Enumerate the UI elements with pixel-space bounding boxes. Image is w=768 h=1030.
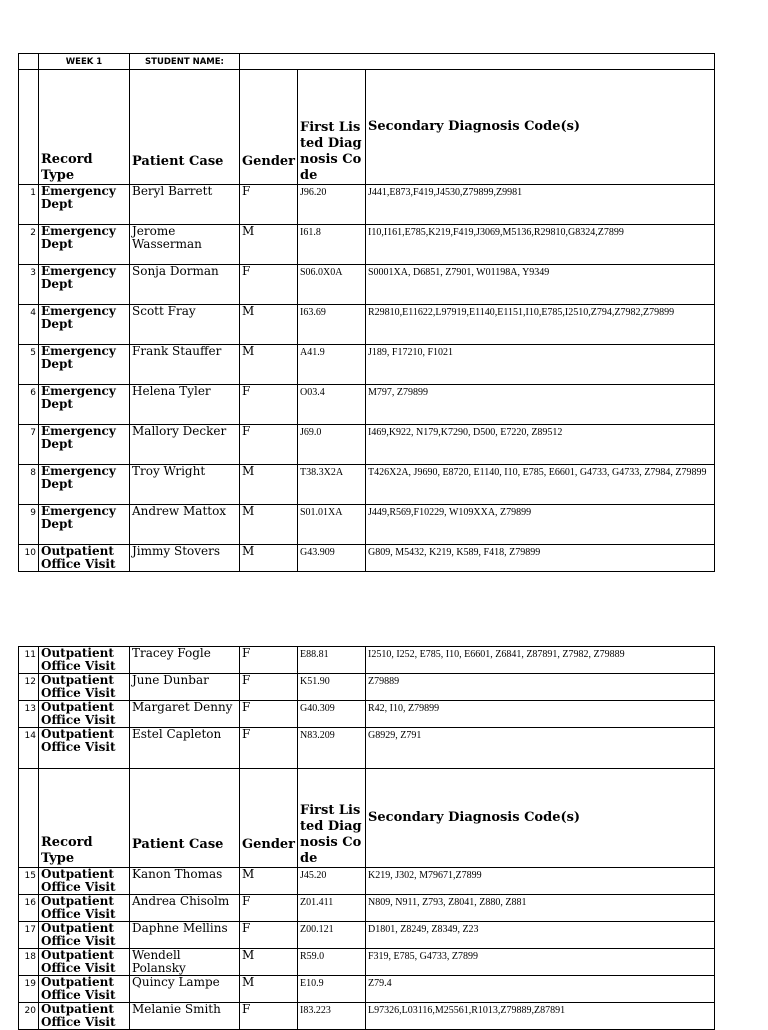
first-listed-code-cell: G43.909: [298, 545, 366, 572]
row-number: 18: [19, 949, 39, 976]
gender-cell: M: [240, 949, 298, 976]
secondary-codes-cell: J189, F17210, F1021: [366, 345, 715, 385]
row-number: 19: [19, 976, 39, 1003]
first-listed-code-cell: I83.223: [298, 1003, 366, 1030]
patient-case-cell: Jimmy Stovers: [130, 545, 240, 572]
gender-cell: F: [240, 895, 298, 922]
gender-cell: F: [240, 425, 298, 465]
patient-case-cell: Sonja Dorman: [130, 265, 240, 305]
patient-case-cell: Andrea Chisolm: [130, 895, 240, 922]
gender-cell: M: [240, 465, 298, 505]
first-listed-code-cell: J69.0: [298, 425, 366, 465]
patient-case-cell: Mallory Decker: [130, 425, 240, 465]
secondary-codes-cell: I2510, I252, E785, I10, E6601, Z6841, Z87891, Z7982, Z79889: [366, 647, 715, 674]
first-listed-code-cell: S01.01XA: [298, 505, 366, 545]
gender-header: Gender: [240, 70, 298, 185]
record-type-cell: Emergency Dept: [39, 345, 130, 385]
record-type-cell: Outpatient Office Visit: [39, 868, 130, 895]
record-type-cell: Emergency Dept: [39, 505, 130, 545]
table-row: [19, 895, 715, 922]
table-row: [19, 647, 715, 674]
secondary-codes-cell: G809, M5432, K219, K589, F418, Z79899: [366, 545, 715, 572]
record-type-cell: Outpatient Office Visit: [39, 701, 130, 728]
secondary-codes-cell: T426X2A, J9690, E8720, E1140, I10, E785, E6601, G4733, G4733, Z7984, Z79899: [366, 465, 715, 505]
first-listed-code-cell: K51.90: [298, 674, 366, 701]
secondary-codes-cell: I10,I161,E785,K219,F419,J3069,M5136,R29810,G8324,Z7899: [366, 225, 715, 265]
patient-case-cell: Wendell Polansky: [130, 949, 240, 976]
secondary-codes-cell: F319, E785, G4733, Z7899: [366, 949, 715, 976]
column-header-row: [19, 769, 715, 868]
gender-cell: F: [240, 647, 298, 674]
row-number: 15: [19, 868, 39, 895]
secondary-codes-cell: J441,E873,F419,J4530,Z79899,Z9981: [366, 185, 715, 225]
patient-case-cell: Estel Capleton: [130, 728, 240, 769]
row-number: 3: [19, 265, 39, 305]
secondary-codes-cell: S0001XA, D6851, Z7901, W01198A, Y9349: [366, 265, 715, 305]
secondary-codes-cell: J449,R569,F10229, W109XXA, Z79899: [366, 505, 715, 545]
gender-cell: F: [240, 265, 298, 305]
gender-cell: M: [240, 305, 298, 345]
patient-case-cell: Tracey Fogle: [130, 647, 240, 674]
gender-cell: F: [240, 674, 298, 701]
patient-case-cell: Margaret Denny: [130, 701, 240, 728]
table-row: [19, 345, 715, 385]
record-type-cell: Emergency Dept: [39, 465, 130, 505]
table-row: [19, 976, 715, 1003]
column-header-row: [19, 70, 715, 185]
table-row: [19, 868, 715, 895]
gender-header: Gender: [240, 769, 298, 868]
first-listed-header: First Listed Diagnosis Code: [298, 769, 366, 868]
first-listed-code-cell: E10.9: [298, 976, 366, 1003]
row-number: 20: [19, 1003, 39, 1030]
gender-cell: F: [240, 385, 298, 425]
first-listed-header: First Listed Diagnosis Code: [298, 70, 366, 185]
table-row: [19, 185, 715, 225]
first-listed-code-cell: S06.0X0A: [298, 265, 366, 305]
patient-case-cell: Helena Tyler: [130, 385, 240, 425]
gender-cell: M: [240, 225, 298, 265]
table-row: [19, 701, 715, 728]
secondary-codes-cell: R42, I10, Z79899: [366, 701, 715, 728]
secondary-codes-cell: G8929, Z791: [366, 728, 715, 769]
first-listed-code-cell: E88.81: [298, 647, 366, 674]
gender-cell: M: [240, 505, 298, 545]
gender-cell: F: [240, 185, 298, 225]
gender-cell: F: [240, 922, 298, 949]
row-number: 12: [19, 674, 39, 701]
secondary-header: Secondary Diagnosis Code(s): [366, 70, 715, 185]
diagnosis-table-part-1: [18, 53, 715, 572]
table-row: [19, 728, 715, 769]
patient-case-cell: Melanie Smith: [130, 1003, 240, 1030]
patient-case-header: Patient Case: [130, 769, 240, 868]
table-row: [19, 949, 715, 976]
record-type-cell: Emergency Dept: [39, 425, 130, 465]
gender-cell: M: [240, 868, 298, 895]
row-number: 13: [19, 701, 39, 728]
row-number: 7: [19, 425, 39, 465]
first-listed-code-cell: I61.8: [298, 225, 366, 265]
diagnosis-table-part-2: [18, 646, 715, 1030]
gender-cell: F: [240, 728, 298, 769]
secondary-codes-cell: M797, Z79899: [366, 385, 715, 425]
row-number: 17: [19, 922, 39, 949]
first-listed-code-cell: Z01.411: [298, 895, 366, 922]
first-listed-code-cell: R59.0: [298, 949, 366, 976]
row-number: 5: [19, 345, 39, 385]
record-type-header: Record Type: [39, 70, 130, 185]
record-type-cell: Outpatient Office Visit: [39, 545, 130, 572]
record-type-cell: Outpatient Office Visit: [39, 647, 130, 674]
first-listed-code-cell: Z00.121: [298, 922, 366, 949]
row-number: 8: [19, 465, 39, 505]
gender-cell: M: [240, 976, 298, 1003]
gender-cell: F: [240, 701, 298, 728]
first-listed-code-cell: T38.3X2A: [298, 465, 366, 505]
record-type-cell: Emergency Dept: [39, 305, 130, 345]
table-row: [19, 922, 715, 949]
patient-case-cell: Scott Fray: [130, 305, 240, 345]
record-type-cell: Emergency Dept: [39, 385, 130, 425]
first-listed-code-cell: A41.9: [298, 345, 366, 385]
patient-case-header: Patient Case: [130, 70, 240, 185]
gender-cell: M: [240, 345, 298, 385]
record-type-cell: Outpatient Office Visit: [39, 976, 130, 1003]
record-type-cell: Outpatient Office Visit: [39, 949, 130, 976]
secondary-codes-cell: R29810,E11622,L97919,E1140,E1151,I10,E785,I2510,Z794,Z7982,Z79899: [366, 305, 715, 345]
first-listed-code-cell: G40.309: [298, 701, 366, 728]
patient-case-cell: Daphne Mellins: [130, 922, 240, 949]
table-row: [19, 225, 715, 265]
row-number: 14: [19, 728, 39, 769]
first-listed-code-cell: J45.20: [298, 868, 366, 895]
secondary-codes-cell: D1801, Z8249, Z8349, Z23: [366, 922, 715, 949]
gender-cell: M: [240, 545, 298, 572]
record-type-cell: Outpatient Office Visit: [39, 674, 130, 701]
first-listed-code-cell: I63.69: [298, 305, 366, 345]
row-number: 16: [19, 895, 39, 922]
patient-case-cell: Jerome Wasserman: [130, 225, 240, 265]
first-listed-code-cell: J96.20: [298, 185, 366, 225]
patient-case-cell: Frank Stauffer: [130, 345, 240, 385]
row-number: 11: [19, 647, 39, 674]
first-listed-code-cell: O03.4: [298, 385, 366, 425]
secondary-header: Secondary Diagnosis Code(s): [366, 769, 715, 868]
table-row: [19, 674, 715, 701]
record-type-header: Record Type: [39, 769, 130, 868]
record-type-cell: Emergency Dept: [39, 225, 130, 265]
patient-case-cell: Quincy Lampe: [130, 976, 240, 1003]
row-number: 9: [19, 505, 39, 545]
secondary-codes-cell: K219, J302, M79671,Z7899: [366, 868, 715, 895]
secondary-codes-cell: Z79.4: [366, 976, 715, 1003]
row-number: 2: [19, 225, 39, 265]
student-name-field[interactable]: [240, 54, 715, 70]
gender-cell: F: [240, 1003, 298, 1030]
record-type-cell: Emergency Dept: [39, 265, 130, 305]
patient-case-cell: Andrew Mattox: [130, 505, 240, 545]
row-number: 10: [19, 545, 39, 572]
secondary-codes-cell: Z79889: [366, 674, 715, 701]
patient-case-cell: June Dunbar: [130, 674, 240, 701]
table-row: [19, 425, 715, 465]
first-listed-code-cell: N83.209: [298, 728, 366, 769]
student-name-label: STUDENT NAME:: [130, 54, 240, 70]
secondary-codes-cell: I469,K922, N179,K7290, D500, E7220, Z89512: [366, 425, 715, 465]
record-type-cell: Outpatient Office Visit: [39, 1003, 130, 1030]
secondary-codes-cell: N809, N911, Z793, Z8041, Z880, Z881: [366, 895, 715, 922]
row-number: 1: [19, 185, 39, 225]
secondary-codes-cell: L97326,L03116,M25561,R1013,Z79889,Z87891: [366, 1003, 715, 1030]
record-type-cell: Emergency Dept: [39, 185, 130, 225]
table-row: [19, 1003, 715, 1030]
table-row: [19, 465, 715, 505]
row-number: 4: [19, 305, 39, 345]
table-row: [19, 505, 715, 545]
record-type-cell: Outpatient Office Visit: [39, 895, 130, 922]
record-type-cell: Outpatient Office Visit: [39, 922, 130, 949]
week-header-row: [19, 54, 715, 70]
patient-case-cell: Kanon Thomas: [130, 868, 240, 895]
table-row: [19, 305, 715, 345]
table-row: [19, 545, 715, 572]
patient-case-cell: Beryl Barrett: [130, 185, 240, 225]
table-row: [19, 265, 715, 305]
week-label: WEEK 1: [39, 54, 130, 70]
record-type-cell: Outpatient Office Visit: [39, 728, 130, 769]
table-row: [19, 385, 715, 425]
row-number: 6: [19, 385, 39, 425]
patient-case-cell: Troy Wright: [130, 465, 240, 505]
